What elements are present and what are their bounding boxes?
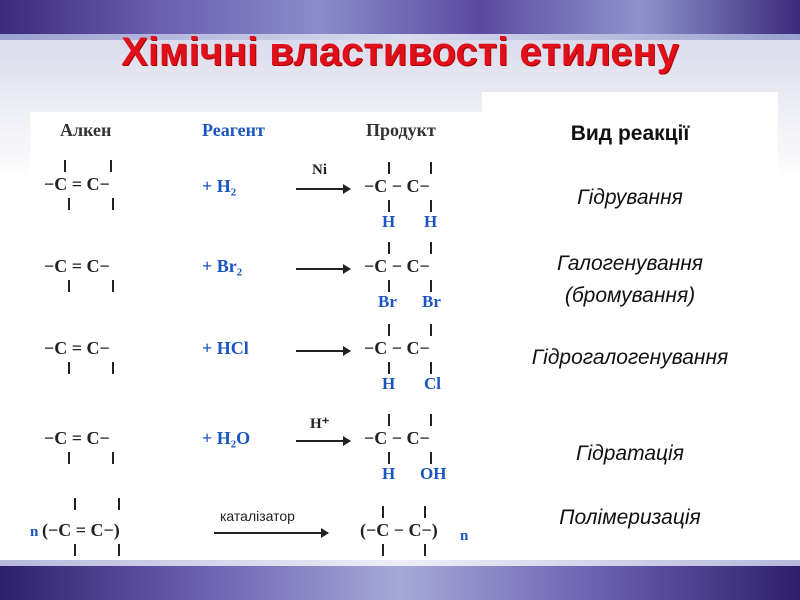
reaction-type-polymerization: Полімеризація <box>559 506 701 529</box>
catalyst-label: H⁺ <box>310 416 330 432</box>
reaction-table <box>30 112 482 558</box>
bond-line <box>430 452 432 464</box>
bond-line <box>388 200 390 212</box>
bond-line <box>430 324 432 336</box>
bond-line <box>64 160 66 172</box>
bond-line <box>110 160 112 172</box>
product-formula: −C − C− <box>364 256 430 276</box>
bond-line <box>74 544 76 556</box>
page-title: Хімічні властивості етилену <box>121 30 679 74</box>
bond-line <box>112 452 114 464</box>
bond-line <box>118 544 120 556</box>
header-reagent: Реагент <box>202 120 265 140</box>
product-formula: −C − C− <box>364 428 430 448</box>
product-formula: −C − C− <box>364 176 430 196</box>
reaction-arrow <box>296 440 350 442</box>
reaction-type-panel <box>482 92 778 558</box>
reaction-arrow <box>296 188 350 190</box>
bond-line <box>430 414 432 426</box>
bond-line <box>388 362 390 374</box>
bond-line <box>112 198 114 210</box>
reaction-type-bromination: (бромування) <box>564 284 696 307</box>
bond-line <box>430 200 432 212</box>
alkene-formula: −C = C− <box>44 174 110 194</box>
alkene-formula: −C = C− <box>44 428 110 448</box>
catalyst-label: Ni <box>312 162 327 178</box>
header-product: Продукт <box>366 120 436 140</box>
reaction-arrow <box>296 268 350 270</box>
substituent-left: Br <box>378 292 397 311</box>
reaction-type-hydrohalogenation: Гідрогалогенування <box>531 346 729 369</box>
reaction-type-header: Вид реакції <box>570 122 690 145</box>
substituent-right: Br <box>422 292 441 311</box>
catalyst-label: каталізатор <box>220 508 295 524</box>
bond-line <box>118 498 120 510</box>
bond-line <box>424 544 426 556</box>
reagent-formula: + HCl <box>202 338 249 358</box>
reaction-arrow <box>296 350 350 352</box>
substituent-right: OH <box>420 464 447 483</box>
reagent-formula: + Br₂ <box>202 256 243 276</box>
bond-line <box>68 452 70 464</box>
bond-line <box>112 280 114 292</box>
polymer-n-coefficient: n <box>30 524 39 540</box>
bond-line <box>430 162 432 174</box>
reagent-formula: + H₂ <box>202 176 237 196</box>
bond-line <box>382 544 384 556</box>
alkene-formula: −C = C− <box>44 256 110 276</box>
reaction-type-hydration: Гідратація <box>576 442 684 465</box>
bond-line <box>388 452 390 464</box>
polymer-monomer-formula: (−C = C−) <box>42 520 120 540</box>
bond-line <box>430 280 432 292</box>
bond-line <box>68 198 70 210</box>
bond-line <box>68 280 70 292</box>
substituent-left: H <box>382 374 396 393</box>
bond-line <box>388 242 390 254</box>
bond-line <box>388 162 390 174</box>
product-formula: −C − C− <box>364 338 430 358</box>
bond-line <box>112 362 114 374</box>
polymer-product-formula: (−C − C−) <box>360 520 438 540</box>
reaction-type-halogenation: Галогенування <box>556 252 704 275</box>
bond-line <box>68 362 70 374</box>
alkene-formula: −C = C− <box>44 338 110 358</box>
top-decor-band <box>0 0 800 34</box>
bond-line <box>74 498 76 510</box>
reagent-formula: + H₂O <box>202 428 251 448</box>
header-alkene: Алкен <box>60 120 112 140</box>
bottom-decor-band <box>0 566 800 600</box>
substituent-right: H <box>424 212 438 231</box>
bond-line <box>388 414 390 426</box>
bond-line <box>430 242 432 254</box>
substituent-left: H <box>382 212 396 231</box>
substituent-right: Cl <box>424 374 441 393</box>
bond-line <box>388 324 390 336</box>
substituent-left: H <box>382 464 396 483</box>
polymer-product-n: n <box>460 528 469 544</box>
reaction-type-hydrogenation: Гідрування <box>577 186 683 209</box>
bond-line <box>430 362 432 374</box>
bond-line <box>424 506 426 518</box>
bond-line <box>382 506 384 518</box>
bond-line <box>388 280 390 292</box>
reaction-arrow <box>214 532 328 534</box>
